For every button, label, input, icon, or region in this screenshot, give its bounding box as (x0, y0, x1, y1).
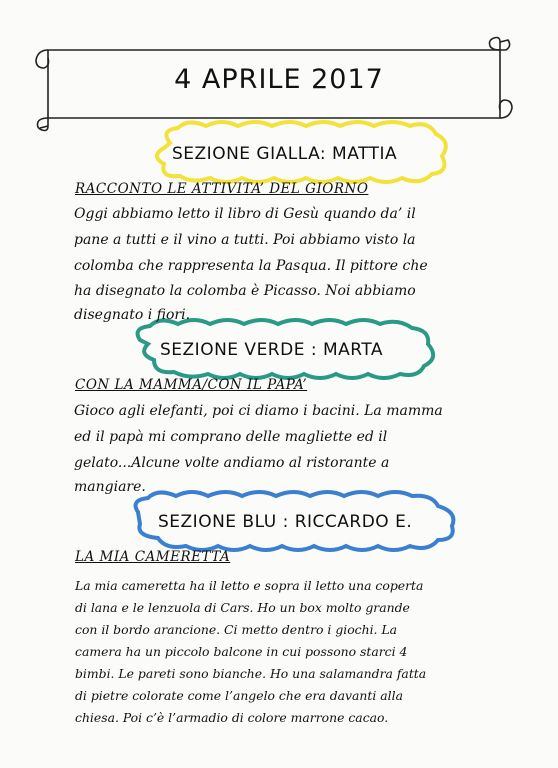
body-line: con il bordo arancione. Ci metto dentro i giochi. La (75, 622, 398, 637)
body-line: Oggi abbiamo letto il libro di Gesù quando da’ il (74, 206, 416, 222)
body-line: ha disegnato la colomba è Picasso. Noi abbiamo (74, 283, 416, 299)
body-line: pane a tutti e il vino a tutti. Poi abbiamo visto la (74, 232, 416, 248)
section-subtitle-gialla: RACCONTO LE ATTIVITA’ DEL GIORNO (75, 181, 369, 197)
section-subtitle-blu: LA MIA CAMERETTA (75, 549, 231, 565)
body-line: disegnato i fiori. (74, 307, 191, 323)
body-line: ed il papà mi comprano delle magliette ed il (74, 429, 388, 445)
section-title-gialla: SEZIONE GIALLA: MATTIA (172, 144, 398, 164)
date-title: 4 APRILE 2017 (174, 64, 384, 95)
body-line: chiesa. Poi c’è l’armadio di colore marrone cacao. (75, 710, 389, 725)
section-title-verde: SEZIONE VERDE : MARTA (160, 340, 384, 360)
body-line: Gioco agli elefanti, poi ci diamo i bacini. La mamma (74, 403, 443, 419)
body-line: mangiare. (74, 479, 146, 495)
body-line: di pietre colorate come l’angelo che era davanti alla (75, 688, 403, 703)
body-line: gelato...Alcune volte andiamo al ristorante a (74, 455, 390, 471)
body-line: La mia cameretta ha il letto e sopra il letto una coperta (75, 578, 424, 593)
body-line: bimbi. Le pareti sono bianche. Ho una salamandra fatta (75, 666, 427, 681)
body-line: colomba che rappresenta la Pasqua. Il pittore che (74, 258, 428, 274)
body-line: di lana e le lenzuola di Cars. Ho un box molto grande (75, 600, 410, 615)
section-title-blu: SEZIONE BLU : RICCARDO E. (158, 512, 413, 532)
body-line: camera ha un piccolo balcone in cui possono starci 4 (75, 644, 408, 659)
section-subtitle-verde: CON LA MAMMA/CON IL PAPA’ (75, 377, 308, 393)
